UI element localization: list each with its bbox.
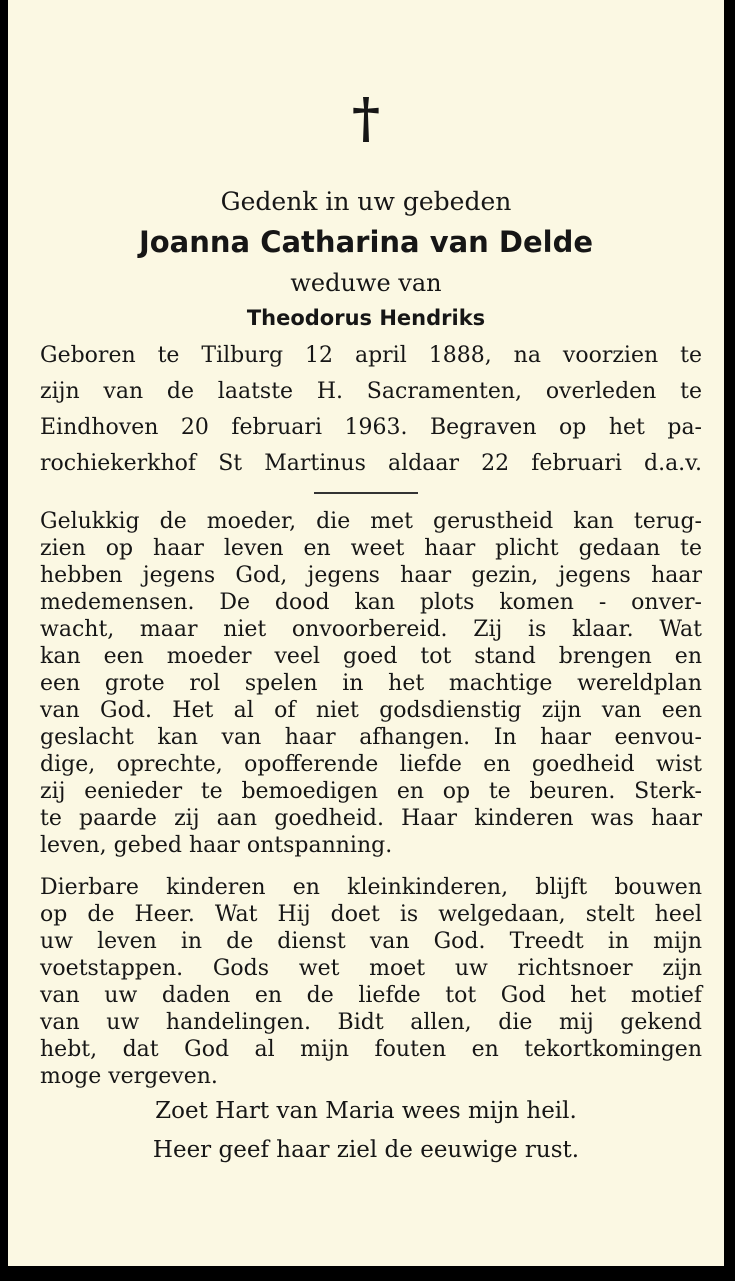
- closing-prayer-2: Heer geef haar ziel de eeuwige rust.: [152, 1137, 580, 1163]
- biography-paragraph: [40, 338, 702, 482]
- tribute-paragraph: [40, 508, 702, 859]
- paragraph-line: te paarde zij aan goedheid. Haar kinderen was haar: [40, 806, 702, 831]
- paragraph-line: hebben jegens God, jegens haar gezin, jegens haar: [40, 563, 702, 588]
- biography-line: Eindhoven 20 februari 1963. Begraven op het pa-: [40, 415, 702, 440]
- paragraph-line: uw leven in de dienst van God. Treedt in mijn: [40, 929, 702, 954]
- paragraph-line: wacht, maar niet onvoorbereid. Zij is klaar. Wat: [40, 617, 702, 642]
- paragraph-line: voetstappen. Gods wet moet uw richtsnoer zijn: [40, 956, 702, 981]
- paragraph-line: dige, oprechte, opofferende liefde en goedheid wist: [40, 752, 702, 777]
- memorial-card: [8, 0, 724, 1266]
- paragraph-line: moge vergeven.: [40, 1064, 218, 1089]
- biography-line: zijn van de laatste H. Sacramenten, overleden te: [40, 379, 702, 404]
- intro-text: Gedenk in uw gebeden: [220, 187, 512, 216]
- paragraph-line: zien op haar leven en weet haar plicht gedaan te: [40, 536, 702, 561]
- paragraph-line: geslacht kan van haar afhangen. In haar eenvou-: [40, 725, 702, 750]
- widow-of-text: weduwe van: [290, 269, 442, 297]
- closing-prayer-1: Zoet Hart van Maria wees mijn heil.: [155, 1098, 577, 1124]
- cross-icon: †: [351, 86, 381, 150]
- paragraph-line: Dierbare kinderen en kleinkinderen, blijft bouwen: [40, 875, 702, 900]
- paragraph-line: op de Heer. Wat Hij doet is welgedaan, stelt heel: [40, 902, 702, 927]
- divider-line: [314, 492, 418, 494]
- paragraph-line: zij eenieder te bemoedigen en op te beuren. Sterk-: [40, 779, 702, 804]
- paragraph-line: van God. Het al of niet godsdienstig zijn van een: [40, 698, 702, 723]
- message-paragraph: [40, 874, 702, 1090]
- paragraph-line: Gelukkig de moeder, die met gerustheid kan terug-: [40, 509, 702, 534]
- paragraph-line: hebt, dat God al mijn fouten en tekortkomingen: [40, 1037, 702, 1062]
- paragraph-line: kan een moeder veel goed tot stand brengen en: [40, 644, 702, 669]
- paragraph-line: een grote rol spelen in het machtige wereldplan: [40, 671, 702, 696]
- paragraph-line: medemensen. De dood kan plots komen - onver-: [40, 590, 702, 615]
- paragraph-line: van uw handelingen. Bidt allen, die mij gekend: [40, 1010, 702, 1035]
- biography-line: rochiekerkhof St Martinus aldaar 22 februari d.a.v.: [40, 451, 702, 476]
- biography-line: Geboren te Tilburg 12 april 1888, na voorzien te: [40, 343, 702, 368]
- paragraph-line: leven, gebed haar ontspanning.: [40, 833, 393, 858]
- paragraph-line: van uw daden en de liefde tot God het motief: [40, 983, 702, 1008]
- deceased-name: Joanna Catharina van Delde: [138, 225, 594, 259]
- husband-name: Theodorus Hendriks: [246, 306, 486, 330]
